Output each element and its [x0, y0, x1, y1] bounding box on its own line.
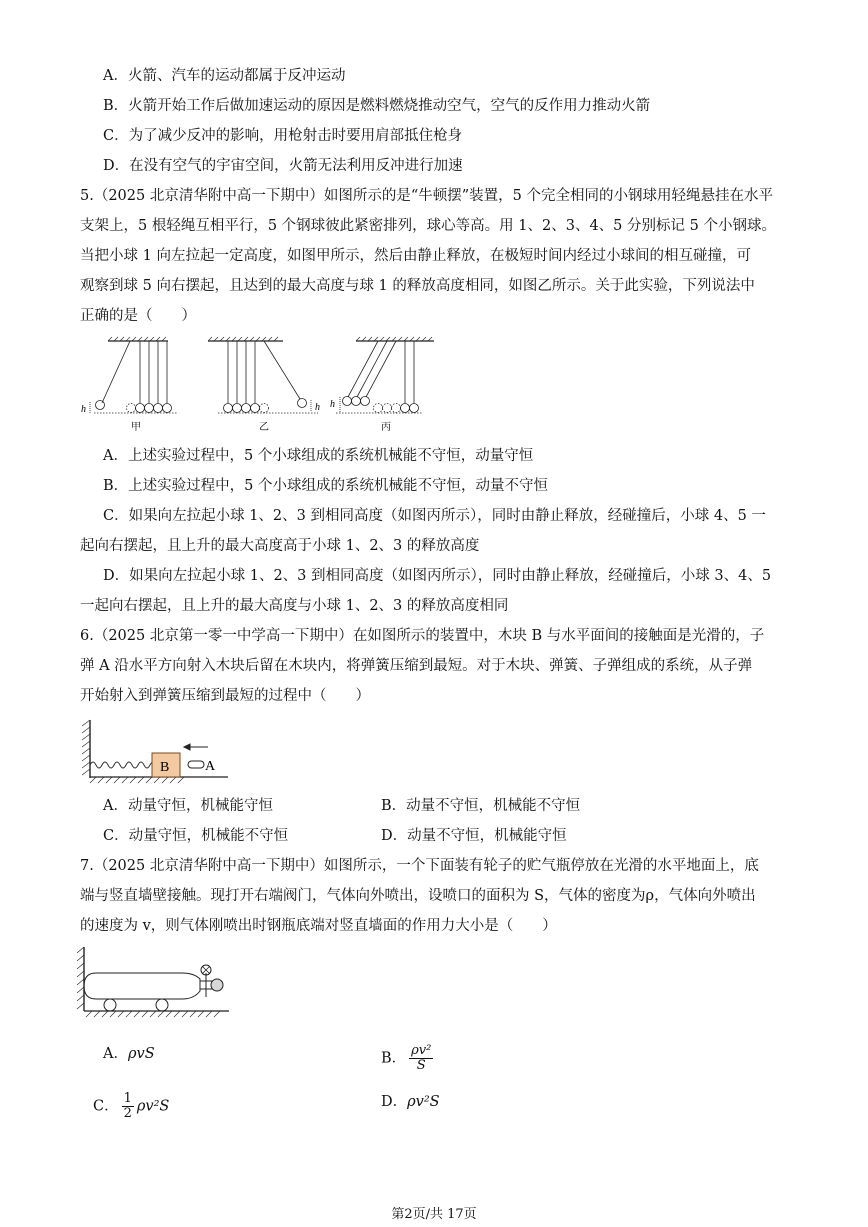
- q7-option-c-expr: ρv²S: [136, 1098, 170, 1115]
- q7-option-a-label: A．: [103, 1046, 128, 1062]
- gas-cylinder-figure: [74, 943, 244, 1023]
- q7-option-d: [381, 1092, 440, 1112]
- q7-option-c-label: C．: [93, 1098, 119, 1115]
- page-footer: 第2页/共 17页: [391, 1207, 477, 1222]
- wheel: [104, 999, 116, 1011]
- q6-option-c: C．动量守恒，机械能不守恒: [103, 828, 289, 844]
- q4-option-b: B．火箭开始工作后做加速运动的原因是燃料燃烧推动空气，空气的反作用力推动火箭: [103, 98, 651, 114]
- q4-option-c: C．为了减少反冲的影响，用枪射击时要用肩部抵住枪身: [103, 128, 463, 144]
- h-label-bing: h: [330, 399, 335, 410]
- q7-stem-line: 端与竖直墙壁接触。现打开右端阀门，气体向外喷出，设喷口的面积为 S，气体的密度为ρ，气体向外喷出: [80, 888, 756, 904]
- label-yi: 乙: [259, 422, 269, 433]
- arrow-left-icon: [184, 744, 208, 750]
- bullet-a-label: A: [205, 759, 216, 774]
- spring-block-figure: [78, 716, 238, 786]
- q7-option-b: [381, 1044, 436, 1073]
- q5-option-c-cont: 起向右摆起，且上升的最大高度高于小球 1、2、3 的释放高度: [80, 538, 480, 554]
- q7-option-b-label: B．: [381, 1050, 407, 1067]
- q7-stem-line: 的速度为 v，则气体刚喷出时钢瓶底端对竖直墙面的作用力大小是（ ）: [80, 918, 557, 934]
- figure-jia: [90, 337, 178, 414]
- q7-option-b-denominator: S: [416, 1058, 426, 1073]
- q6-stem-line: 6.（2025 北京第一零一中学高一下期中）在如图所示的装置中，木块 B 与水平面间的接触面是光滑的，子: [80, 628, 765, 644]
- q6-stem-line: 弹 A 沿水平方向射入木块后留在木块内，将弹簧压缩到最短。对于木块、弹簧、子弹组成的系统，从子弹: [80, 658, 753, 674]
- q6-option-a: A．动量守恒，机械能守恒: [103, 798, 273, 814]
- q7-option-a: [103, 1044, 155, 1064]
- q5-option-a: A．上述实验过程中，5 个小球组成的系统机械能不守恒，动量守恒: [103, 448, 534, 464]
- q5-stem-line: 当把小球 1 向左拉起一定高度，如图甲所示，然后由静止释放，在极短时间内经过小球间的相互碰撞，可: [80, 248, 751, 264]
- q7-option-c: [93, 1092, 169, 1121]
- figure-bing: [336, 337, 434, 413]
- q7-option-c-denominator: 2: [123, 1106, 132, 1121]
- block-b-label: B: [160, 760, 170, 775]
- q5-stem-line: 5.（2025 北京清华附中高一下期中）如图所示的是“牛顿摆”装置，5 个完全相同的小钢球用轻绳悬挂在水平: [80, 188, 774, 204]
- q7-option-b-fraction: [409, 1044, 433, 1073]
- wheel: [156, 999, 168, 1011]
- nozzle: [211, 979, 223, 991]
- q6-stem-line: 开始射入到弹簧压缩到最短的过程中（ ）: [80, 688, 370, 704]
- h-label-jia: h: [81, 404, 86, 415]
- q5-stem-line: 正确的是（ ）: [80, 308, 196, 324]
- q7-option-c-numerator: 1: [123, 1091, 132, 1106]
- q7-option-c-fraction: [122, 1092, 134, 1121]
- q7-option-d-expr: ρv²S: [407, 1094, 440, 1110]
- q7-stem-line: 7.（2025 北京清华附中高一下期中）如图所示，一个下面装有轮子的贮气瓶停放在光滑的水平地面上，底: [80, 858, 759, 874]
- bullet-a: [188, 761, 204, 768]
- newtons-cradle-figure: [78, 335, 438, 435]
- q7-option-a-expr: ρvS: [127, 1046, 155, 1062]
- q7-option-b-numerator: ρv²: [411, 1043, 432, 1058]
- spring: [90, 762, 162, 768]
- label-jia: 甲: [131, 422, 141, 433]
- cylinder-body: [84, 973, 200, 999]
- q5-option-b: B．上述实验过程中，5 个小球组成的系统机械能不守恒，动量不守恒: [103, 478, 548, 494]
- q5-stem-line: 支架上，5 根轻绳互相平行，5 个钢球彼此紧密排列，球心等高。用 1、2、3、4、5 分别标记 5 个小钢球。: [80, 218, 776, 234]
- figure-yi: [208, 337, 318, 413]
- q5-option-d-cont: 一起向右摆起，且上升的最大高度与小球 1、2、3 的释放高度相同: [80, 598, 509, 614]
- q6-option-b: B．动量不守恒，机械能不守恒: [381, 798, 581, 814]
- label-bing: 丙: [381, 422, 391, 433]
- q4-option-d: D．在没有空气的宇宙空间，火箭无法利用反冲进行加速: [103, 158, 463, 174]
- q5-stem-line: 观察到球 5 向右摆起，且达到的最大高度与球 1 的释放高度相同，如图乙所示。关于此实验，下列说法中: [80, 278, 755, 294]
- q7-option-d-label: D．: [381, 1094, 408, 1110]
- q5-option-c: C．如果向左拉起小球 1、2、3 到相同高度（如图丙所示），同时由静止释放，经碰撞后，小球 4、5 一: [103, 508, 766, 524]
- q5-option-d: D．如果向左拉起小球 1、2、3 到相同高度（如图丙所示），同时由静止释放，经碰撞后，小球 3、4、5: [103, 568, 772, 584]
- q6-option-d: D．动量不守恒，机械能守恒: [381, 828, 567, 844]
- q4-option-a: A．火箭、汽车的运动都属于反冲运动: [103, 68, 346, 84]
- h-label-yi: h: [315, 402, 320, 413]
